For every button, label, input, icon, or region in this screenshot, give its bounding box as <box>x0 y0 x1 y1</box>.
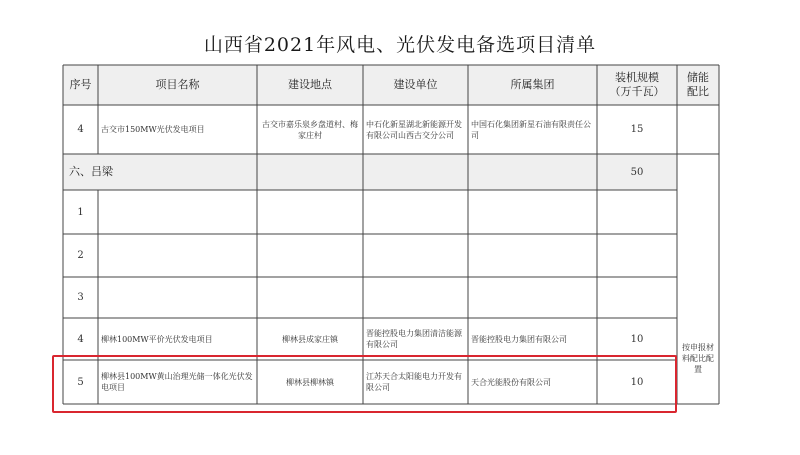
row-luliang-2-seq: 2 <box>77 250 84 261</box>
col-header-storage-line2: 配比 <box>687 85 709 98</box>
row-1-unit: 中石化新星湖北新能源开发有限公司山西古交分公司 <box>366 119 462 140</box>
col-header-seq: 序号 <box>69 78 92 91</box>
row-luliang-5-location: 柳林县柳林镇 <box>286 377 334 387</box>
col-header-storage-line1: 储能 <box>687 71 709 84</box>
row-luliang-4-group: 晋能控股电力集团有限公司 <box>471 334 567 344</box>
section-luliang: 六、吕梁 <box>69 165 113 178</box>
col-header-unit: 建设单位 <box>393 78 438 91</box>
row-1-group: 中国石化集团新星石油有限责任公司 <box>471 119 591 140</box>
row-luliang-3-seq: 3 <box>77 292 84 303</box>
row-luliang-4-seq: 4 <box>77 333 84 345</box>
row-1-capacity: 15 <box>630 124 644 135</box>
row-luliang-4-name: 柳林100MW平价光伏发电项目 <box>101 334 213 344</box>
col-header-group: 所属集团 <box>510 78 555 91</box>
storage-note: 按申报材料配比配置 <box>682 342 714 374</box>
row-luliang-1-seq: 1 <box>77 206 84 218</box>
row-1-name: 古交市150MW光伏发电项目 <box>101 125 205 134</box>
highlight-box <box>52 355 677 413</box>
row-luliang-4-location: 柳林县成家庄镇 <box>282 334 338 344</box>
row-luliang-5-capacity: 10 <box>630 376 644 388</box>
col-header-capacity-line1: 装机规模 <box>615 71 659 84</box>
row-luliang-4-capacity: 10 <box>630 333 644 345</box>
col-header-storage <box>677 65 719 105</box>
row-1-seq: 4 <box>77 124 84 135</box>
row-luliang-5-unit: 江苏天合太阳能电力开发有限公司 <box>366 372 462 392</box>
row-luliang-5-seq: 5 <box>77 376 84 388</box>
row-luliang-5-name: 柳林县100MW黄山治理光储一体化光伏发电项目 <box>101 372 253 392</box>
document-title: 山西省2021年风电、光伏发电备选项目清单 <box>203 34 597 56</box>
row-luliang-5-group: 天合光能股份有限公司 <box>471 377 551 387</box>
col-header-capacity-line2: （万千瓦） <box>609 85 665 98</box>
row-1-location: 古交市嘉乐泉乡盘道村、梅家庄村 <box>262 119 358 140</box>
row-luliang-4-unit: 晋能控股电力集团清洁能源有限公司 <box>366 329 462 349</box>
section-luliang-capacity: 50 <box>630 166 644 178</box>
col-header-location: 建设地点 <box>288 78 332 91</box>
col-header-capacity <box>597 65 677 105</box>
col-header-name: 项目名称 <box>155 78 200 91</box>
